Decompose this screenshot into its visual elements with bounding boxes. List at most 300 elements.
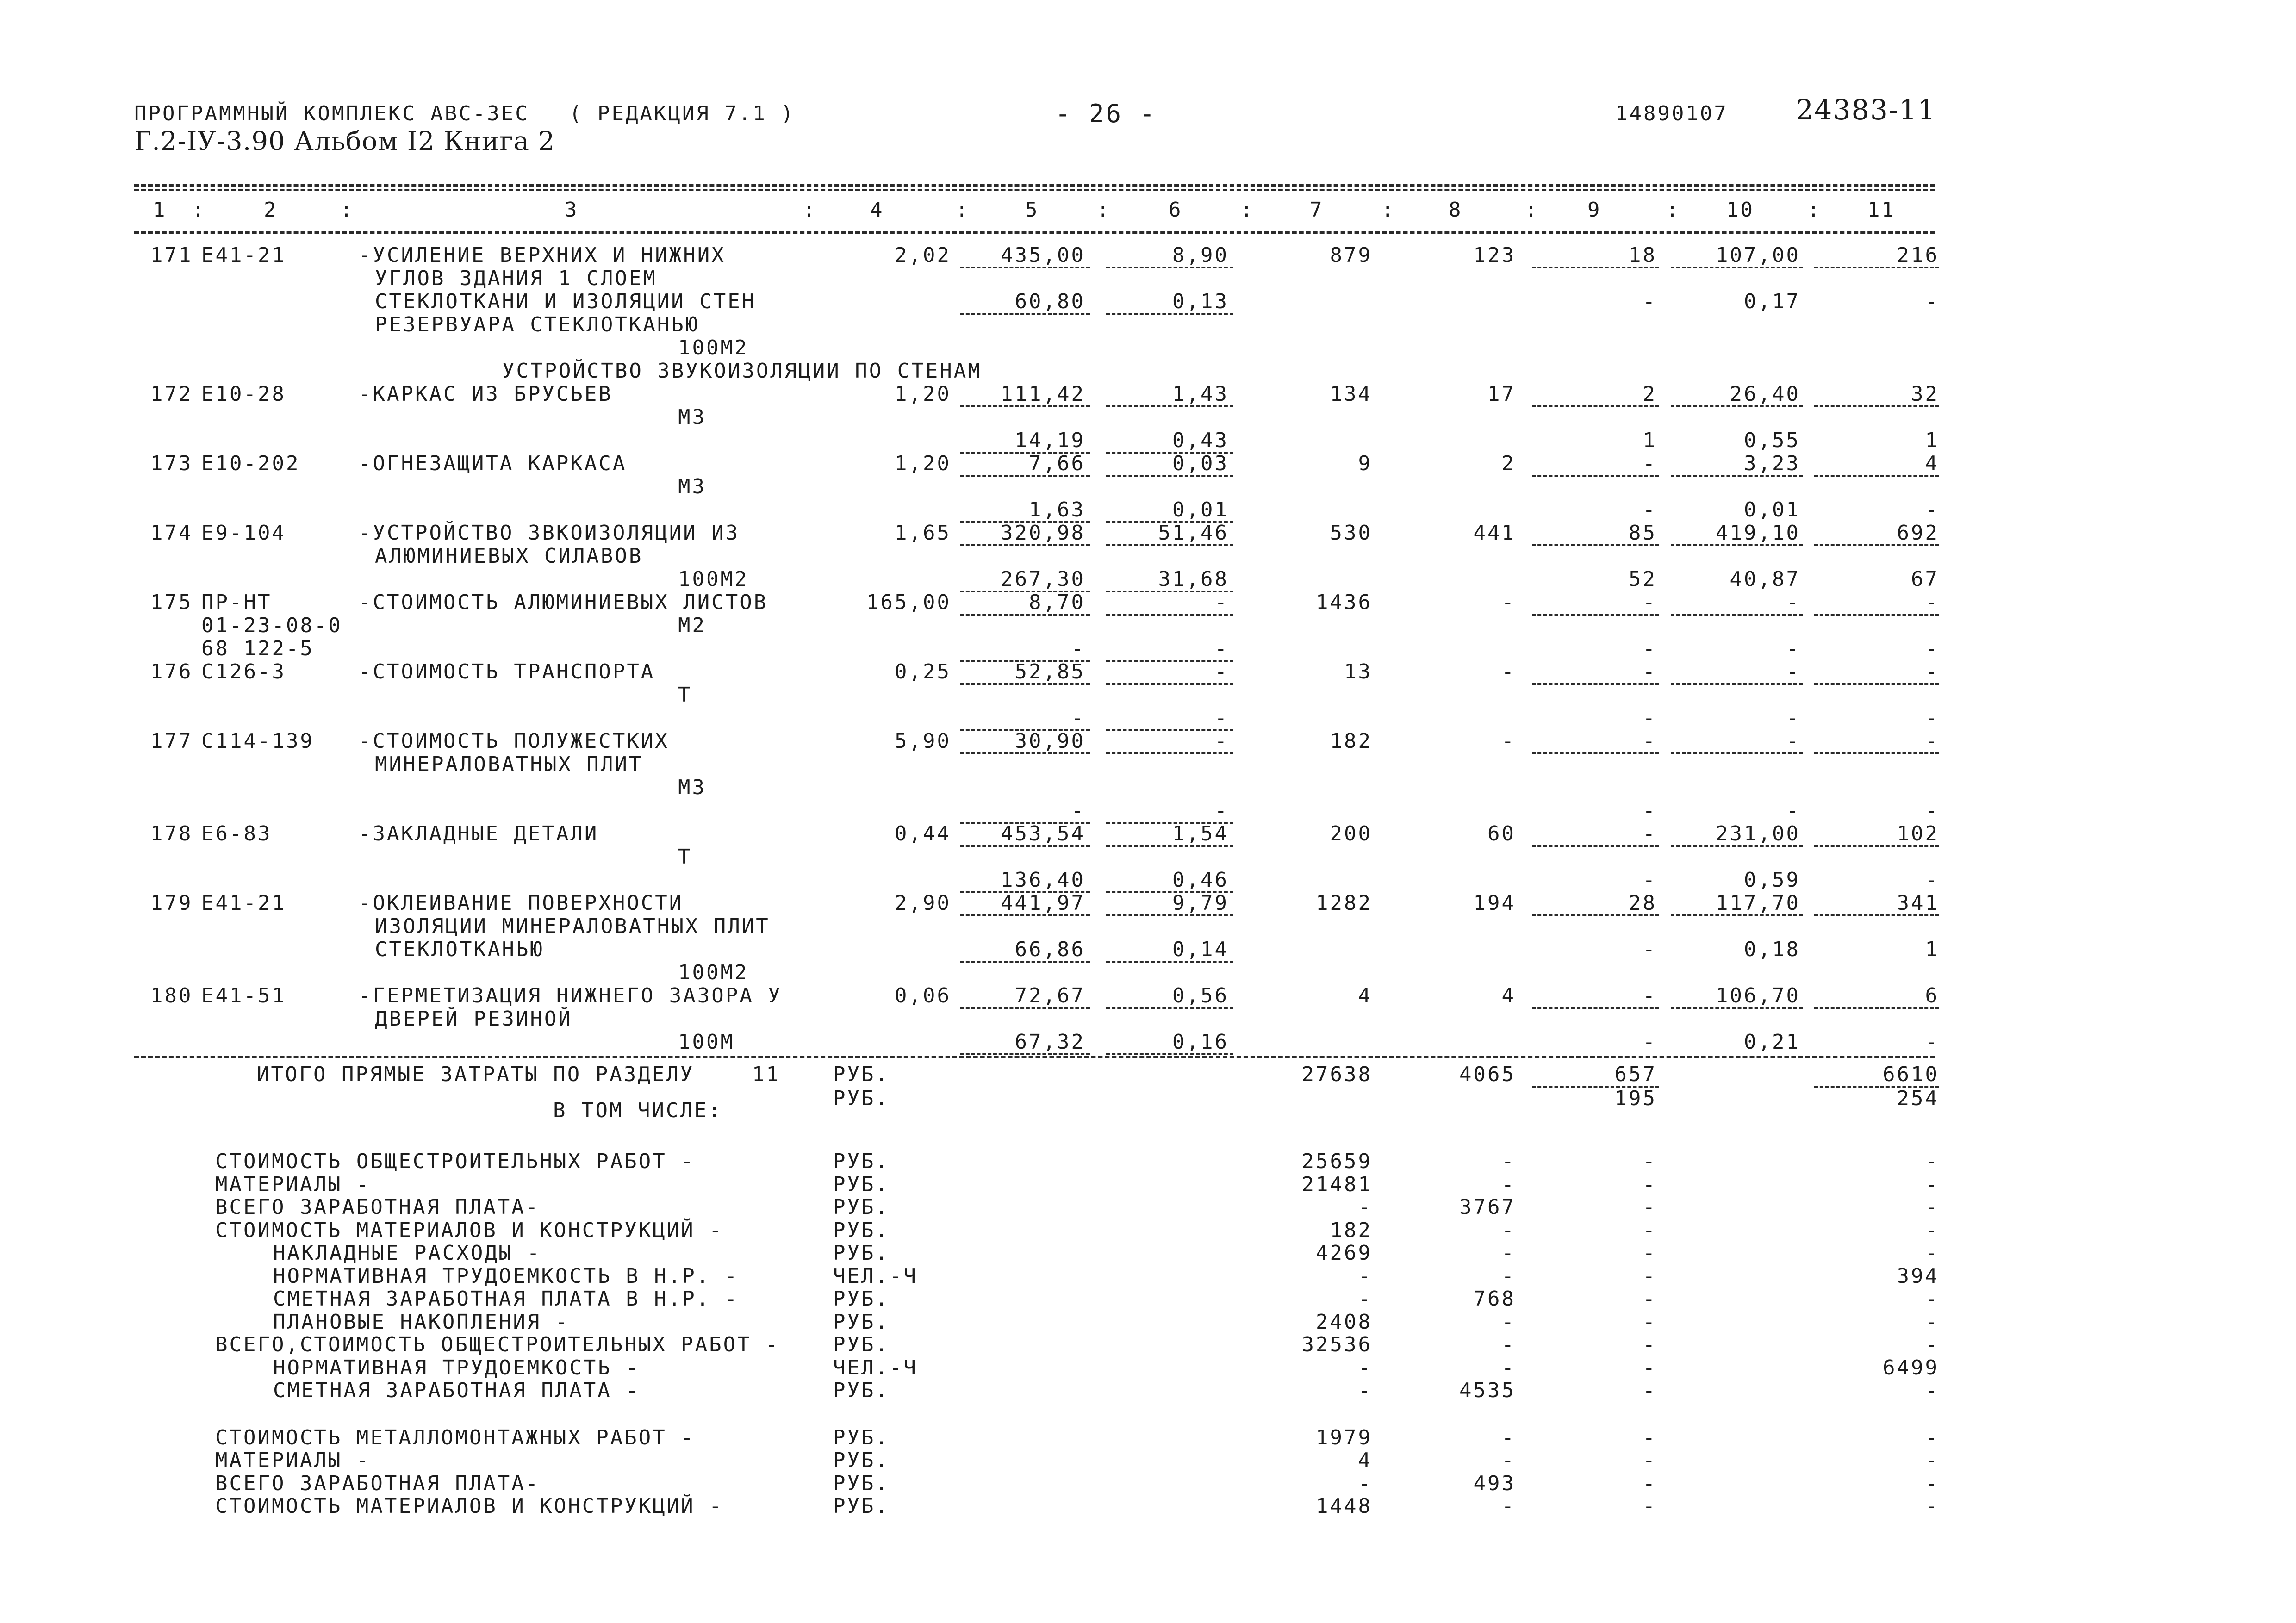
document-code: 14890107 [1615, 102, 1728, 125]
item-number: 173 [150, 452, 193, 475]
underline-rule [960, 544, 1090, 546]
item-number: 179 [150, 891, 193, 915]
cell-c11: 1 [1925, 429, 1939, 452]
column-separator: : [192, 198, 206, 222]
summary-unit: РУБ. [833, 1218, 890, 1242]
summary-c8: - [1501, 1241, 1516, 1265]
cell-c6: 9,79 [1172, 891, 1229, 915]
summary-c11: - [1925, 1379, 1939, 1402]
summary-c9: - [1643, 1195, 1657, 1219]
totals-rule [134, 1056, 1935, 1058]
cell-c6: 1,43 [1172, 382, 1229, 406]
column-separator: : [956, 198, 970, 222]
cell-c11: - [1925, 660, 1939, 684]
item-number: 175 [150, 591, 193, 614]
cell-c7: 4 [1358, 984, 1372, 1007]
summary-c9: - [1643, 1218, 1657, 1242]
unit-label: 100М2 [678, 567, 749, 591]
summary-c9: - [1643, 1471, 1657, 1495]
underline-rule [1106, 961, 1233, 963]
cell-c9: 1 [1643, 429, 1657, 452]
summary-c9: - [1643, 1241, 1657, 1265]
underline-rule [1106, 683, 1233, 685]
underline-rule [1532, 267, 1659, 268]
underline-rule [1671, 914, 1803, 916]
total-c9: 657 [1614, 1063, 1657, 1086]
summary-c11: - [1925, 1310, 1939, 1334]
total-section-number: 11 [752, 1063, 780, 1086]
cell-c5: 111,42 [1001, 382, 1085, 406]
item-name: -ЗАКЛАДНЫЕ ДЕТАЛИ [359, 822, 599, 846]
underline-rule [960, 614, 1090, 616]
summary-c8: 768 [1473, 1287, 1516, 1311]
cell-c7: 879 [1330, 243, 1372, 267]
cell-c10: 0,18 [1744, 938, 1800, 961]
cell-c6: 0,03 [1172, 452, 1229, 475]
rate-code: ПР-НТ [201, 591, 272, 614]
underline-rule [1532, 1007, 1659, 1009]
cell-c8: 4 [1501, 984, 1516, 1007]
column-header-2: 2 [264, 198, 278, 222]
total-unit: РУБ. [833, 1087, 890, 1110]
summary-c11: - [1925, 1494, 1939, 1518]
cell-c5: 320,98 [1001, 521, 1085, 545]
cell-c10: 117,70 [1716, 891, 1800, 915]
summary-c8: - [1501, 1264, 1516, 1288]
summary-c7: 1979 [1316, 1425, 1372, 1449]
cell-c5: - [1071, 799, 1085, 822]
total-c9-labour: 195 [1614, 1087, 1657, 1110]
cell-c9: - [1643, 290, 1657, 313]
cell-c5: 72,67 [1014, 984, 1085, 1007]
cell-c10: - [1786, 591, 1800, 614]
cell-c7: 530 [1330, 521, 1372, 545]
cell-c9: 18 [1629, 243, 1657, 267]
unit-label: М3 [678, 776, 706, 799]
item-number: 174 [150, 521, 193, 545]
cell-c10: - [1786, 637, 1800, 660]
cell-c6: - [1214, 637, 1229, 660]
column-header-1: 1 [153, 198, 167, 222]
summary-c11: - [1925, 1172, 1939, 1196]
cell-c9: 28 [1629, 891, 1657, 915]
underline-rule [960, 914, 1090, 916]
cell-c5: - [1071, 706, 1085, 730]
cell-c7: 134 [1330, 382, 1372, 406]
summary-c11: - [1925, 1218, 1939, 1242]
item-number: 180 [150, 984, 193, 1007]
summary-c11: 6499 [1883, 1356, 1939, 1380]
cell-c10: 0,01 [1744, 498, 1800, 522]
summary-unit: РУБ. [833, 1425, 890, 1449]
unit-label: М3 [678, 405, 706, 429]
cell-c6: - [1214, 799, 1229, 822]
item-name: УГЛОВ ЗДАНИЯ 1 СЛОЕМ [375, 267, 657, 290]
summary-c8: - [1501, 1494, 1516, 1518]
cell-c10: 0,17 [1744, 290, 1800, 313]
quantity-value: 1,20 [895, 452, 951, 475]
cell-c10: - [1786, 729, 1800, 753]
cell-c11: - [1925, 637, 1939, 660]
underline-rule [1106, 405, 1233, 407]
cell-c11: - [1925, 799, 1939, 822]
underline-rule [1671, 475, 1803, 477]
summary-c11: - [1925, 1287, 1939, 1311]
cell-c9: - [1643, 498, 1657, 522]
cell-c10: 0,21 [1744, 1030, 1800, 1054]
unit-label: М2 [678, 614, 706, 637]
section-heading: УСТРОЙСТВО ЗВУКОИЗОЛЯЦИИ ПО СТЕНАМ [502, 359, 982, 383]
cell-c9: 85 [1629, 521, 1657, 545]
underline-rule [1671, 845, 1803, 847]
item-number: 176 [150, 660, 193, 684]
cell-c5: 66,86 [1014, 938, 1085, 961]
cell-c5: 267,30 [1001, 567, 1085, 591]
summary-c9: - [1643, 1379, 1657, 1402]
summary-c8: - [1501, 1172, 1516, 1196]
underline-rule [1532, 405, 1659, 407]
unit-label: 100М [678, 1030, 734, 1054]
summary-label: СТОИМОСТЬ МАТЕРИАЛОВ И КОНСТРУКЦИЙ - [215, 1218, 723, 1242]
summary-c11: - [1925, 1449, 1939, 1472]
quantity-value: 1,65 [895, 521, 951, 545]
underline-rule [1671, 1007, 1803, 1009]
column-header-7: 7 [1310, 198, 1324, 222]
cell-c6: 0,46 [1172, 868, 1229, 892]
cell-c9: - [1643, 729, 1657, 753]
summary-label: СТОИМОСТЬ ОБЩЕСТРОИТЕЛЬНЫХ РАБОТ - [215, 1150, 695, 1173]
rate-code: С126-3 [201, 660, 286, 684]
cell-c5: 435,00 [1001, 243, 1085, 267]
underline-rule [1814, 752, 1939, 754]
cell-c6: 8,90 [1172, 243, 1229, 267]
cell-c8: - [1501, 591, 1516, 614]
column-separator: : [1666, 198, 1680, 222]
underline-rule [1106, 544, 1233, 546]
document-subtitle: Г.2-IУ-3.90 Альбом I2 Книга 2 [134, 126, 555, 156]
summary-c7: 4 [1358, 1449, 1372, 1472]
cell-c5: 14,19 [1014, 429, 1085, 452]
total-c11-labour: 254 [1897, 1087, 1939, 1110]
item-name: РЕЗЕРВУАРА СТЕКЛОТКАНЬЮ [375, 313, 700, 336]
cell-c10: - [1786, 799, 1800, 822]
cell-c8: 194 [1473, 891, 1516, 915]
cell-c6: 31,68 [1158, 567, 1229, 591]
underline-rule [1532, 752, 1659, 754]
rate-code: Е6-83 [201, 822, 272, 846]
rate-code: 68 122-5 [201, 637, 314, 660]
summary-unit: РУБ. [833, 1471, 890, 1495]
cell-c11: 6 [1925, 984, 1939, 1007]
rate-code: Е41-21 [201, 243, 286, 267]
cell-c8: 441 [1473, 521, 1516, 545]
cell-c11: 692 [1897, 521, 1939, 545]
quantity-value: 165,00 [866, 591, 951, 614]
column-header-4: 4 [870, 198, 884, 222]
summary-label: СТОИМОСТЬ МАТЕРИАЛОВ И КОНСТРУКЦИЙ - [215, 1494, 723, 1518]
cell-c11: - [1925, 498, 1939, 522]
unit-label: 100М2 [678, 961, 749, 984]
summary-c7: - [1358, 1356, 1372, 1380]
cell-c8: 123 [1473, 243, 1516, 267]
underline-rule [1532, 475, 1659, 477]
item-name: МИНЕРАЛОВАТНЫХ ПЛИТ [375, 752, 643, 776]
item-name: -УСИЛЕНИЕ ВЕРХНИХ И НИЖНИХ [359, 243, 726, 267]
underline-rule [1671, 752, 1803, 754]
cell-c6: - [1214, 706, 1229, 730]
header-rule-top [134, 184, 1935, 187]
cell-c6: 0,14 [1172, 938, 1229, 961]
underline-rule [1814, 544, 1939, 546]
underline-rule [1106, 475, 1233, 477]
quantity-value: 0,44 [895, 822, 951, 846]
summary-c8: - [1501, 1356, 1516, 1380]
cell-c5: 60,80 [1014, 290, 1085, 313]
cell-c9: - [1643, 868, 1657, 892]
cell-c9: - [1643, 938, 1657, 961]
cell-c5: - [1071, 637, 1085, 660]
quantity-value: 1,20 [895, 382, 951, 406]
underline-rule [960, 845, 1090, 847]
edition-label: ( РЕДАКЦИЯ 7.1 ) [569, 102, 795, 125]
rate-code: Е10-202 [201, 452, 300, 475]
underline-rule [1814, 683, 1939, 685]
summary-c8: - [1501, 1150, 1516, 1173]
column-separator: : [1097, 198, 1111, 222]
cell-c6: 0,43 [1172, 429, 1229, 452]
cell-c6: 51,46 [1158, 521, 1229, 545]
cell-c11: 4 [1925, 452, 1939, 475]
cell-c10: 106,70 [1716, 984, 1800, 1007]
item-number: 171 [150, 243, 193, 267]
total-c11: 6610 [1883, 1063, 1939, 1086]
summary-unit: РУБ. [833, 1333, 890, 1356]
summary-label: МАТЕРИАЛЫ - [215, 1172, 371, 1196]
summary-c9: - [1643, 1333, 1657, 1356]
underline-rule [1814, 914, 1939, 916]
summary-c7: 21481 [1301, 1172, 1372, 1196]
page-number: - 26 - [1055, 99, 1157, 128]
rate-code: 01-23-08-0 [201, 614, 342, 637]
column-header-9: 9 [1587, 198, 1602, 222]
rate-code: Е10-28 [201, 382, 286, 406]
item-name: -ГЕРМЕТИЗАЦИЯ НИЖНЕГО ЗАЗОРА У [359, 984, 782, 1007]
cell-c10: - [1786, 660, 1800, 684]
cell-c6: - [1214, 591, 1229, 614]
cell-c8: 17 [1487, 382, 1516, 406]
cell-c9: - [1643, 637, 1657, 660]
cell-c7: 200 [1330, 822, 1372, 846]
underline-rule [1106, 267, 1233, 268]
underline-rule [960, 752, 1090, 754]
cell-c11: - [1925, 1030, 1939, 1054]
cell-c7: 1282 [1316, 891, 1372, 915]
cell-c5: 7,66 [1029, 452, 1085, 475]
underline-rule [1106, 614, 1233, 616]
summary-c11: - [1925, 1471, 1939, 1495]
column-separator: : [1240, 198, 1255, 222]
summary-unit: ЧЕЛ.-Ч [833, 1264, 918, 1288]
cell-c10: 419,10 [1716, 521, 1800, 545]
summary-unit: РУБ. [833, 1195, 890, 1219]
summary-unit: РУБ. [833, 1310, 890, 1334]
total-label: ИТОГО ПРЯМЫЕ ЗАТРАТЫ ПО РАЗДЕЛУ [257, 1063, 695, 1086]
column-header-10: 10 [1726, 198, 1755, 222]
item-name: -ОГНЕЗАЩИТА КАРКАСА [359, 452, 627, 475]
cell-c6: 1,54 [1172, 822, 1229, 846]
underline-rule [960, 683, 1090, 685]
cell-c7: 13 [1344, 660, 1372, 684]
cell-c10: 0,55 [1744, 429, 1800, 452]
cell-c7: 9 [1358, 452, 1372, 475]
underline-rule [1532, 614, 1659, 616]
cell-c10: - [1786, 706, 1800, 730]
cell-c6: 0,56 [1172, 984, 1229, 1007]
cell-c9: 52 [1629, 567, 1657, 591]
summary-c7: 32536 [1301, 1333, 1372, 1356]
rate-code: Е41-21 [201, 891, 286, 915]
summary-unit: РУБ. [833, 1241, 890, 1265]
summary-c11: - [1925, 1425, 1939, 1449]
column-header-8: 8 [1449, 198, 1463, 222]
rate-code: Е41-51 [201, 984, 286, 1007]
cell-c9: - [1643, 660, 1657, 684]
summary-c8: - [1501, 1218, 1516, 1242]
cell-c8: - [1501, 729, 1516, 753]
rate-code: Е9-104 [201, 521, 286, 545]
rate-code: С114-139 [201, 729, 314, 753]
summary-c7: - [1358, 1379, 1372, 1402]
cell-c10: 3,23 [1744, 452, 1800, 475]
cell-c11: - [1925, 290, 1939, 313]
unit-label: М3 [678, 475, 706, 498]
summary-c8: - [1501, 1449, 1516, 1472]
cell-c9: - [1643, 822, 1657, 846]
summary-c9: - [1643, 1150, 1657, 1173]
summary-c8: - [1501, 1333, 1516, 1356]
cell-c6: - [1214, 729, 1229, 753]
summary-label: НАКЛАДНЫЕ РАСХОДЫ - [273, 1241, 541, 1265]
summary-c9: - [1643, 1310, 1657, 1334]
unit-label: Т [678, 845, 692, 869]
summary-c8: - [1501, 1425, 1516, 1449]
underline-rule [1814, 475, 1939, 477]
summary-unit: РУБ. [833, 1287, 890, 1311]
cell-c5: 136,40 [1001, 868, 1085, 892]
item-name: -КАРКАС ИЗ БРУСЬЕВ [359, 382, 613, 406]
item-name: ИЗОЛЯЦИИ МИНЕРАЛОВАТНЫХ ПЛИТ [375, 914, 770, 938]
underline-rule [1532, 683, 1659, 685]
quantity-value: 2,02 [895, 243, 951, 267]
underline-rule [1106, 914, 1233, 916]
cell-c11: 32 [1911, 382, 1939, 406]
cell-c5: 67,32 [1014, 1030, 1085, 1054]
cell-c5: 441,97 [1001, 891, 1085, 915]
cell-c9: - [1643, 706, 1657, 730]
summary-c9: - [1643, 1494, 1657, 1518]
summary-label: СМЕТНАЯ ЗАРАБОТНАЯ ПЛАТА - [273, 1379, 640, 1402]
underline-rule [1814, 614, 1939, 616]
cell-c7: 1436 [1316, 591, 1372, 614]
item-name: -СТОИМОСТЬ ТРАНСПОРТА [359, 660, 655, 684]
summary-unit: РУБ. [833, 1494, 890, 1518]
item-number: 177 [150, 729, 193, 753]
summary-c8: 4535 [1459, 1379, 1516, 1402]
summary-c7: - [1358, 1264, 1372, 1288]
program-name: ПРОГРАММНЫЙ КОМПЛЕКС АВС-3ЕС [134, 102, 529, 125]
unit-label: 100М2 [678, 336, 749, 360]
cell-c6: 0,01 [1172, 498, 1229, 522]
summary-c11: 394 [1897, 1264, 1939, 1288]
summary-unit: РУБ. [833, 1150, 890, 1173]
underline-rule [1814, 1007, 1939, 1009]
cell-c9: - [1643, 452, 1657, 475]
cell-c9: 2 [1643, 382, 1657, 406]
cell-c9: - [1643, 799, 1657, 822]
including-label: В ТОМ ЧИСЛЕ: [553, 1099, 722, 1122]
underline-rule [960, 1053, 1090, 1055]
item-number: 172 [150, 382, 193, 406]
cell-c11: - [1925, 591, 1939, 614]
summary-unit: РУБ. [833, 1449, 890, 1472]
summary-c9: - [1643, 1172, 1657, 1196]
cell-c11: 1 [1925, 938, 1939, 961]
underline-rule [1814, 267, 1939, 268]
column-separator: : [1807, 198, 1822, 222]
item-number: 178 [150, 822, 193, 846]
total-c7: 27638 [1301, 1063, 1372, 1086]
underline-rule [1106, 1053, 1233, 1055]
total-unit: РУБ. [833, 1063, 890, 1086]
handwritten-number: 24383-11 [1796, 94, 1936, 126]
column-header-6: 6 [1169, 198, 1183, 222]
column-header-3: 3 [565, 198, 579, 222]
column-separator: : [803, 198, 817, 222]
summary-label: НОРМАТИВНАЯ ТРУДОЕМКОСТЬ В Н.Р. - [273, 1264, 739, 1288]
underline-rule [1106, 845, 1233, 847]
item-name: АЛЮМИНИЕВЫХ СИЛАВОВ [375, 544, 643, 568]
underline-rule [1814, 405, 1939, 407]
item-name: -СТОИМОСТЬ ПОЛУЖЕСТКИХ [359, 729, 669, 753]
cell-c6: - [1214, 660, 1229, 684]
column-separator: : [1525, 198, 1539, 222]
cell-c8: - [1501, 660, 1516, 684]
cell-c5: 453,54 [1001, 822, 1085, 846]
summary-unit: РУБ. [833, 1172, 890, 1196]
cell-c11: - [1925, 706, 1939, 730]
cell-c10: 26,40 [1730, 382, 1800, 406]
column-separator: : [340, 198, 355, 222]
cell-c11: 341 [1897, 891, 1939, 915]
summary-c9: - [1643, 1425, 1657, 1449]
summary-label: МАТЕРИАЛЫ - [215, 1449, 371, 1472]
column-separator: : [1381, 198, 1396, 222]
underline-rule [1814, 845, 1939, 847]
cell-c11: 67 [1911, 567, 1939, 591]
underline-rule [960, 313, 1090, 315]
summary-c7: 25659 [1301, 1150, 1372, 1173]
summary-label: ВСЕГО,СТОИМОСТЬ ОБЩЕСТРОИТЕЛЬНЫХ РАБОТ - [215, 1333, 780, 1356]
underline-rule [960, 961, 1090, 963]
cell-c9: - [1643, 984, 1657, 1007]
cell-c10: 231,00 [1716, 822, 1800, 846]
summary-c11: - [1925, 1241, 1939, 1265]
summary-c7: 2408 [1316, 1310, 1372, 1334]
column-header-11: 11 [1867, 198, 1896, 222]
cell-c9: - [1643, 591, 1657, 614]
underline-rule [1532, 544, 1659, 546]
cell-c5: 30,90 [1014, 729, 1085, 753]
